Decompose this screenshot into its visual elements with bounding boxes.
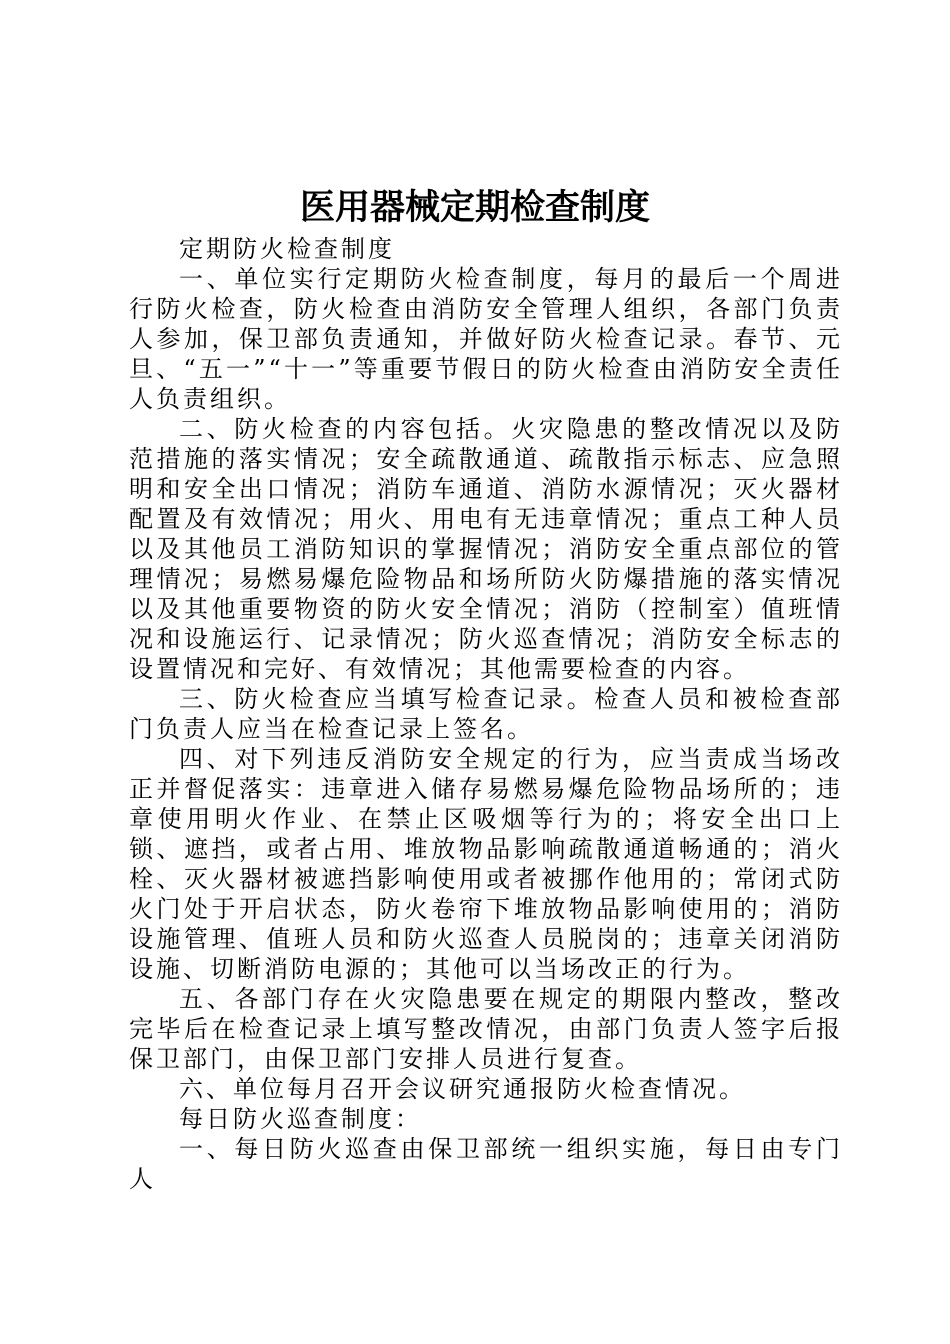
document-body [129,234,843,1194]
paragraph-4: 四、对下列违反消防安全规定的行为，应当责成当场改正并督促落实：违章进入储存易燃易爆危险物品场所的；违章使用明火作业、在禁止区吸烟等行为的；将安全出口上锁、遮挡，或者占用、堆放物品影响疏散通道畅通的；消火栓、灭火器材被遮挡影响使用或者被挪作他用的；常闭式防火门处于开启状态，防火卷帘下堆放物品影响使用的；消防设施管理、值班人员和防火巡查人员脱岗的；违章关闭消防设施、切断消防电源的；其他可以当场改正的行为。 [129,745,843,983]
paragraph-2: 二、防火检查的内容包括。火灾隐患的整改情况以及防范措施的落实情况；安全疏散通道、疏散指示标志、应急照明和安全出口情况；消防车通道、消防水源情况；灭火器材配置及有效情况；用火、用电有无违章情况；重点工种人员以及其他员工消防知识的掌握情况；消防安全重点部位的管理情况；易燃易爆危险物品和场所防火防爆措施的落实情况以及其他重要物资的防火安全情况；消防（控制室）值班情况和设施运行、记录情况；防火巡查情况；消防安全标志的设置情况和完好、有效情况；其他需要检查的内容。 [129,415,843,683]
paragraph-6: 六、单位每月召开会议研究通报防火检查情况。 [179,1075,746,1103]
paragraph-5: 五、各部门存在火灾隐患要在规定的期限内整改，整改完毕后在检查记录上填写整改情况，由部门负责人签字后报保卫部门，由保卫部门安排人员进行复查。 [129,985,843,1073]
section-heading-daily-patrol: 每日防火巡查制度： [179,1105,422,1133]
section-heading-periodic-inspection: 定期防火检查制度 [179,235,395,263]
paragraph-1: 一、单位实行定期防火检查制度，每月的最后一个周进行防火检查，防火检查由消防安全管理人组织，各部门负责人参加，保卫部负责通知，并做好防火检查记录。春节、元旦、“五一”“十一”等重要节假日的防火检查由消防安全责任人负责组织。 [129,265,843,413]
paragraph-7: 一、每日防火巡查由保卫部统一组织实施，每日由专门人 [129,1135,843,1193]
paragraph-3: 三、防火检查应当填写检查记录。检查人员和被检查部门负责人应当在检查记录上签名。 [129,685,843,743]
document-title: 医用器械定期检查制度 [299,188,650,228]
